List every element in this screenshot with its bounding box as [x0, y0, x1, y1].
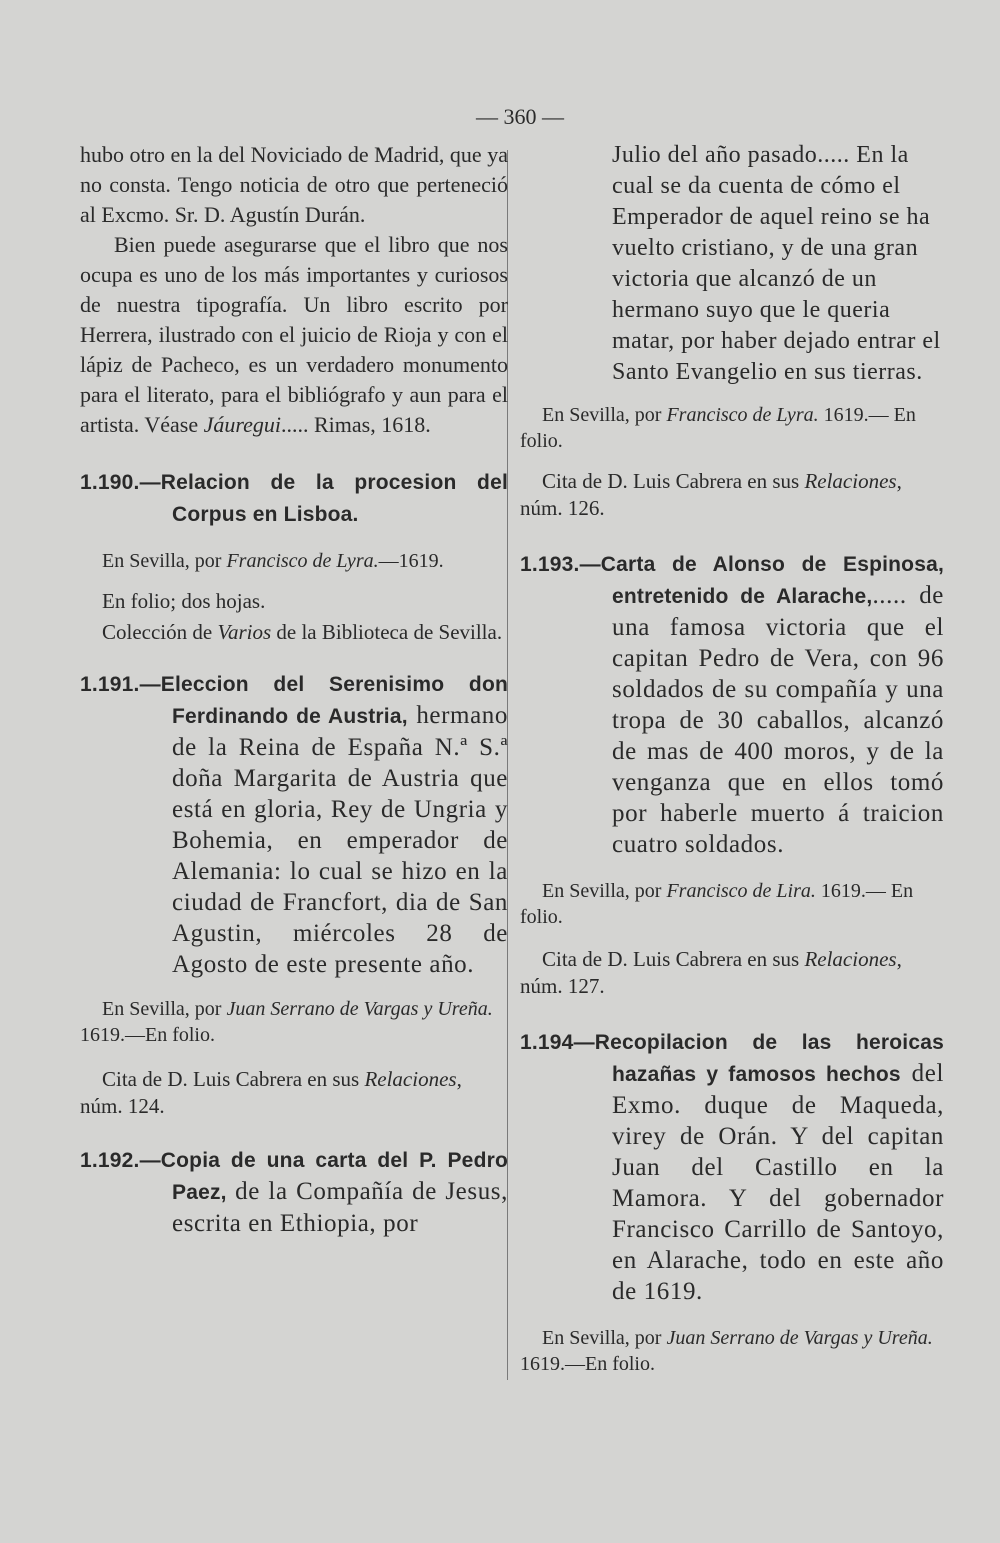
entry-1194-heading [520, 1026, 944, 1307]
entry-1192-description: de la Compañía de Jesus, escrita en Ethiopia, por [172, 1178, 508, 1237]
entry-1191-imprint: En Sevilla, por Juan Serrano de Vargas y Ureña. 1619.—En folio. [80, 998, 493, 1046]
page-number: — 360 — [476, 104, 564, 129]
entry-1192 [80, 1144, 508, 1239]
entry-1191 [80, 668, 508, 1120]
left-column [80, 140, 508, 1239]
entry-1193 [520, 548, 944, 1000]
entry-1194 [520, 1026, 944, 1377]
entry-1193-citation: Cita de D. Luis Cabrera en sus Relaciones, núm. 127. [520, 947, 902, 998]
entry-1192-imprint: En Sevilla, por Francisco de Lyra. 1619.— En folio. [520, 404, 916, 452]
entry-1192-continuation: Julio del año pasado..... En la cual se da cuenta de cómo el Emperador de aquel reino se ha vuelto cristiano, y de una gran victoria que alcanzó de un hermano suyo que le queria matar, por haber dejado entrar el Santo Evangelio en sus tierras. [612, 142, 941, 385]
entry-number: 1.194 [520, 1031, 574, 1054]
entry-number: 1.190. [80, 471, 140, 494]
entry-1194-description: del Exmo. duque de Maqueda, virey de Orán. Y del capitan Juan del Castillo en la Mamora. Y del gobernador Francisco Carrillo de Santoyo, en Alarache, todo en este año de 1619. [612, 1060, 944, 1305]
entry-1191-description: hermano de la Reina de España N.ª S.ª doña Margarita de Austria que está en gloria, Rey de Ungria y Bohemia, en emperador de Alemania: lo cual se hizo en la ciudad de Francfort, dia de San Agustin, miércoles 28 de Agosto de este presente año. [172, 702, 508, 978]
entry-1192-heading [80, 1144, 508, 1239]
entry-title: —Recopilacion de las heroicas hazañas y famosos hechos [573, 1031, 944, 1086]
right-column [520, 140, 944, 1377]
entry-1190-note: Colección de Varios de la Biblioteca de Sevilla. [102, 620, 503, 644]
entry-1190-folio: En folio; dos hojas. [102, 589, 266, 613]
entry-title: —Carta de Alonso de Espinosa, entretenido de Alarache, [579, 553, 944, 608]
intro-paragraph-2: Bien puede asegurarse que el libro que nos ocupa es uno de los más importantes y curiosos de nuestra tipografía. Un libro escrito por Herrera, ilustrado con el juicio de Rioja y con el lápiz de Pacheco, es un verdadero monumento para el literato, para el bibliógrafo y aun para el artista. Véase Jáuregui..... Rimas, 1618. [80, 232, 508, 437]
entry-title: —Copia de una carta del P. Pedro Paez, [139, 1149, 508, 1204]
author-jauregui: Jáuregui [203, 412, 281, 437]
entry-number: 1.191. [80, 673, 140, 696]
entry-1191-heading [80, 668, 508, 980]
entry-1193-description: ..... de una famosa victoria que el capitan Pedro de Vera, con 96 soldados de su compañía y una tropa de 30 caballos, alcanzó de mas de 400 moros, y de la venganza que en ellos tomó por haberle muerto á traicion cuatro soldados. [612, 582, 945, 858]
entry-1190 [80, 466, 508, 646]
entry-1190-imprint: En Sevilla, por Francisco de Lyra.—1619. [102, 550, 444, 572]
entry-title: —Relacion de la procesion del Corpus en Lisboa. [139, 471, 508, 526]
intro-paragraph-1: hubo otro en la del Noviciado de Madrid, que ya no consta. Tengo noticia de otro que perteneció al Excmo. Sr. D. Agustín Durán. [80, 142, 508, 227]
entry-1190-heading [80, 466, 508, 530]
entry-1193-imprint: En Sevilla, por Francisco de Lira. 1619.— En folio. [520, 880, 914, 928]
entry-number: 1.193. [520, 553, 580, 576]
entry-1192-citation: Cita de D. Luis Cabrera en sus Relaciones, núm. 126. [520, 469, 902, 520]
entry-number: 1.192. [80, 1149, 140, 1172]
entry-1191-citation: Cita de D. Luis Cabrera en sus Relaciones, núm. 124. [80, 1067, 462, 1118]
entry-1193-heading [520, 548, 944, 860]
entry-title: —Eleccion del Serenisimo don Ferdinando de Austria, [139, 673, 508, 728]
entry-1194-imprint: En Sevilla, por Juan Serrano de Vargas y Ureña. 1619.—En folio. [520, 1327, 933, 1375]
